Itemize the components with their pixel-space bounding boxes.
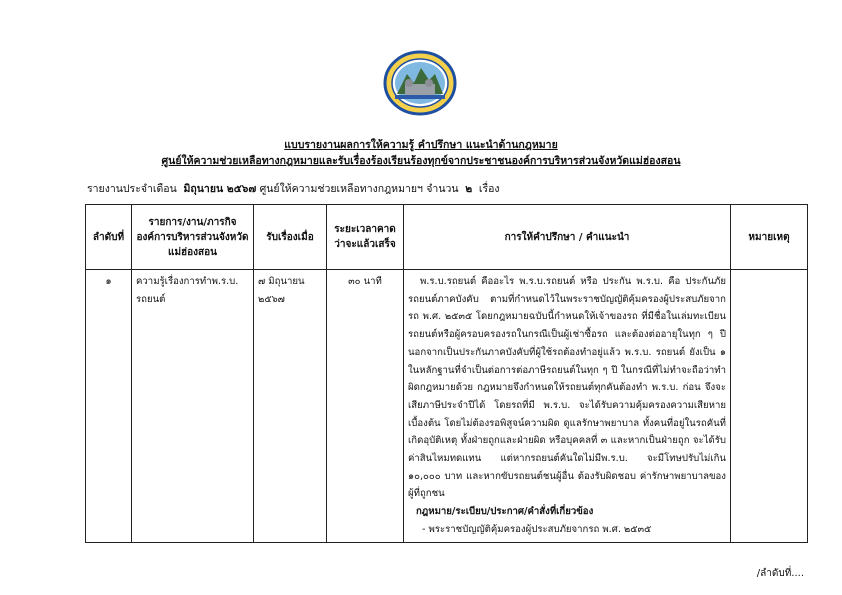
provincial-seal-icon <box>383 50 457 116</box>
cell-no: ๑ <box>86 270 132 543</box>
report-middle: ศูนย์ให้ความช่วยเหลือทางกฎหมายฯ จำนวน <box>259 183 459 195</box>
cell-date: ๗ มิถุนายน ๒๕๖๗ <box>254 270 327 543</box>
col-header-item: รายการ/งาน/ภารกิจองค์การบริหารส่วนจังหวัดแม่ฮ่องสอน <box>132 205 254 270</box>
related-law-heading: กฎหมาย/ระเบียบ/ประกาศ/คำสั่งที่เกี่ยวข้อง <box>416 506 594 518</box>
document-subtitle: ศูนย์ให้ความช่วยเหลือทางกฎหมายและรับเรื่องร้องเรียนร้องทุกข์จากประชาชนองค์การบริหารส่วนจังหวัดแม่ฮ่องสอน <box>161 155 681 167</box>
cell-advice <box>404 270 731 543</box>
table-row <box>86 270 808 543</box>
advice-report-table <box>85 204 808 543</box>
col-header-no: ลำดับที่ <box>86 205 132 270</box>
report-prefix: รายงานประจำเดือน <box>87 183 177 195</box>
document-title: แบบรายงานผลการให้ความรู้ คำปรึกษา แนะนำด้านกฎหมาย <box>284 139 558 151</box>
advice-text: พ.ร.บ.รถยนต์ คืออะไร พ.ร.บ.รถยนต์ หรือ ประกัน พ.ร.บ. คือ ประกันภัยรถยนต์ภาคบังคับ ตามที่กำหนดไว้ในพระราชบัญญัติคุ้มครองผู้ประสบภัยจากรถ พ.ศ. ๒๕๓๕ โดยกฎหมายฉบับนี้กำหนดให้เจ้าของรถ ที่มีชื่อในเล่มทะเบียนรถยนต์หรือผู้ครอบครองรถในกรณีเป็นผู้เช่าซื้อรถ และต้องต่ออายุในทุก ๆ ปี นอกจากเป็นประกันภาคบังคับที่ผู้ใช้รถต้องทำอยู่แล้ว พ.ร.บ. รถยนต์ ยังเป็น ๑ ในหลักฐานที่จำเป็นต่อการต่อภาษีรถยนต์ในทุก ๆ ปี ในกรณีที่ไม่ทำจะถือว่าทำผิดกฎหมายด้วย กฎหมายจึงกำหนดให้รถยนต์ทุกคันต้องทำ พ.ร.บ. ก่อน จึงจะเสียภาษีประจำปีได้ โดยรถที่มี พ.ร.บ. จะได้รับความคุ้มครองความเสียหายเบื้องต้น โดยไม่ต้องรอพิสูจน์ความผิด ดูแลรักษาพยาบาล ทั้งคนที่อยู่ในรถคันที่เกิดอุบัติเหตุ ทั้งฝ่ายถูกและฝ่ายผิด หรือบุคคลที่ ๓ และหากเป็นฝ่ายถูก จะได้รับค่าสินไหมทดแทน แต่หากรถยนต์คันใดไม่มีพ.ร.บ. จะมีโทษปรับไม่เกิน ๑๐,๐๐๐ บาท และหากขับรถยนต์ชนผู้อื่น ต้องรับผิดชอบ ค่ารักษาพยาบาลของผู้ที่ถูกชน <box>408 276 726 500</box>
col-header-advice: การให้คำปรึกษา / คำแนะนำ <box>404 205 731 270</box>
cell-time: ๓๐ นาที <box>327 270 404 543</box>
col-header-time: ระยะเวลาคาดว่าจะแล้วเสร็จ <box>327 205 404 270</box>
report-count: ๒ <box>465 183 473 195</box>
cell-remark <box>731 270 808 543</box>
col-header-date: รับเรื่องเมื่อ <box>254 205 327 270</box>
related-law-item: - พระราชบัญญัติคุ้มครองผู้ประสบภัยจากรถ พ.ศ. ๒๕๓๕ <box>422 523 652 535</box>
table-header-row <box>86 205 808 270</box>
report-month: มิถุนายน ๒๕๖๗ <box>183 183 257 195</box>
continued-marker: /ลำดับที่.... <box>756 568 804 579</box>
report-unit: เรื่อง <box>478 183 500 195</box>
cell-item: ความรู้เรื่องการทำพ.ร.บ. รถยนต์ <box>132 270 254 543</box>
col-header-remark: หมายเหตุ <box>731 205 808 270</box>
report-summary-line <box>87 180 500 197</box>
